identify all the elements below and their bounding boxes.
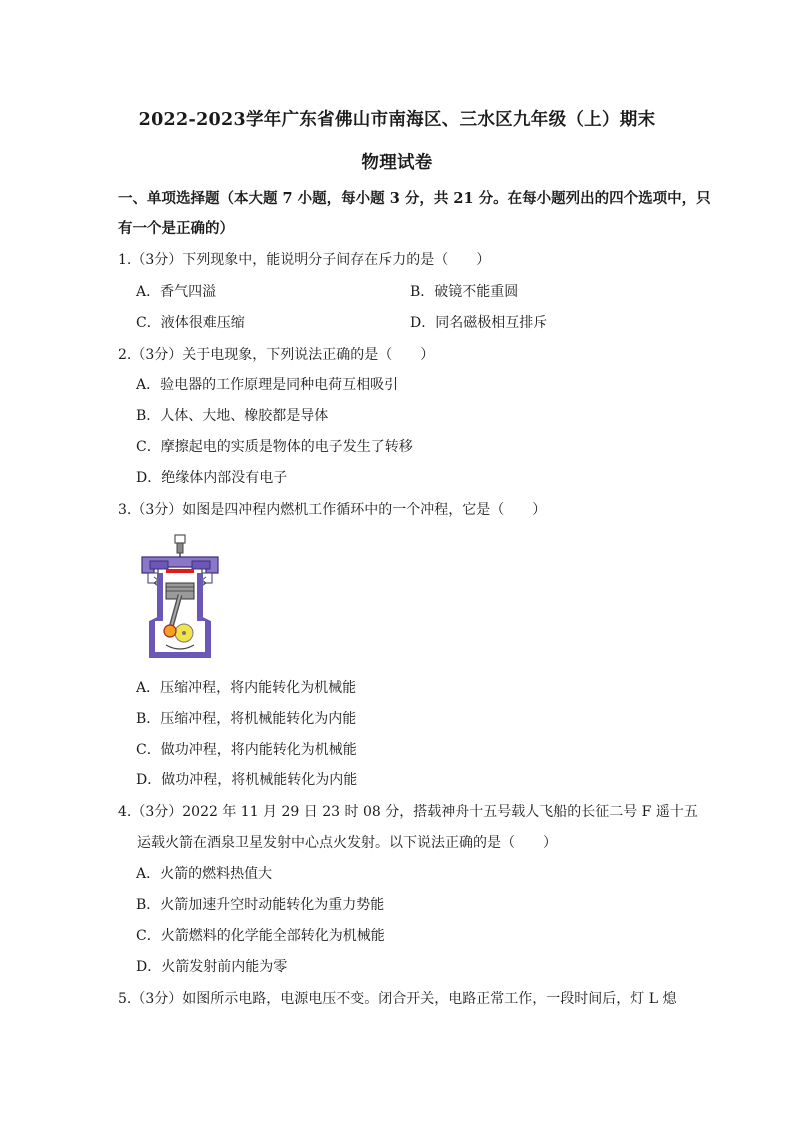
question-3-option-a: A．压缩冲程，将内能转化为机械能 (136, 680, 357, 696)
question-3-stem: 3.（3分）如图是四冲程内燃机工作循环中的一个冲程，它是（ ） (118, 502, 547, 518)
question-3-option-d: D．做功冲程，将机械能转化为内能 (136, 772, 358, 788)
question-3-option-b: B．压缩冲程，将机械能转化为内能 (136, 711, 357, 727)
question-4-option-a: A．火箭的燃料热值大 (136, 866, 273, 882)
question-5-stem: 5.（3分）如图所示电路，电源电压不变。闭合开关，电路正常工作，一段时间后，灯 L 熄 (118, 991, 677, 1007)
question-1-option-d: D．同名磁极相互排斥 (410, 315, 548, 331)
spark-plug-icon (175, 535, 185, 559)
question-2-option-d: D．绝缘体内部没有电子 (136, 470, 288, 486)
question-1-option-c: C．液体很难压缩 (136, 315, 245, 331)
question-3-option-c: C．做功冲程，将内能转化为机械能 (136, 742, 357, 758)
paper-title-line1: 2022-2023学年广东省佛山市南海区、三水区九年级（上）期末 (138, 110, 656, 130)
question-4-stem-line1: 4.（3分）2022 年 11 月 29 日 23 时 08 分，搭载神舟十五号载人飞船的长征二号 F 遥十五 (118, 804, 698, 820)
question-4-option-b: B．火箭加速升空时动能转化为重力势能 (136, 897, 385, 913)
question-1-option-b: B．破镜不能重圆 (410, 284, 519, 300)
section-heading-line1: 一、单项选择题（本大题 7 小题，每小题 3 分，共 21 分。在每小题列出的四个选项中，只 (118, 190, 711, 207)
question-2-option-b: B．人体、大地、橡胶都是导体 (136, 408, 329, 424)
question-2-option-a: A．验电器的工作原理是同种电荷互相吸引 (136, 377, 399, 393)
question-4-stem-line2: 运载火箭在酒泉卫星发射中心点火发射。以下说法正确的是（ ） (137, 835, 557, 851)
question-1-option-a: A．香气四溢 (136, 284, 217, 300)
question-4-option-d: D．火箭发射前内能为零 (136, 959, 288, 975)
paper-title-line2: 物理试卷 (361, 153, 433, 173)
question-2-option-c: C．摩擦起电的实质是物体的电子发生了转移 (136, 439, 413, 455)
question-4-option-c: C．火箭燃料的化学能全部转化为机械能 (136, 928, 385, 944)
question-1-stem: 1.（3分）下列现象中，能说明分子间存在斥力的是（ ） (118, 252, 491, 268)
engine-stroke-figure (138, 533, 222, 663)
section-heading-line2: 有一个是正确的） (118, 220, 234, 237)
question-2-stem: 2.（3分）关于电现象，下列说法正确的是（ ） (118, 347, 435, 363)
